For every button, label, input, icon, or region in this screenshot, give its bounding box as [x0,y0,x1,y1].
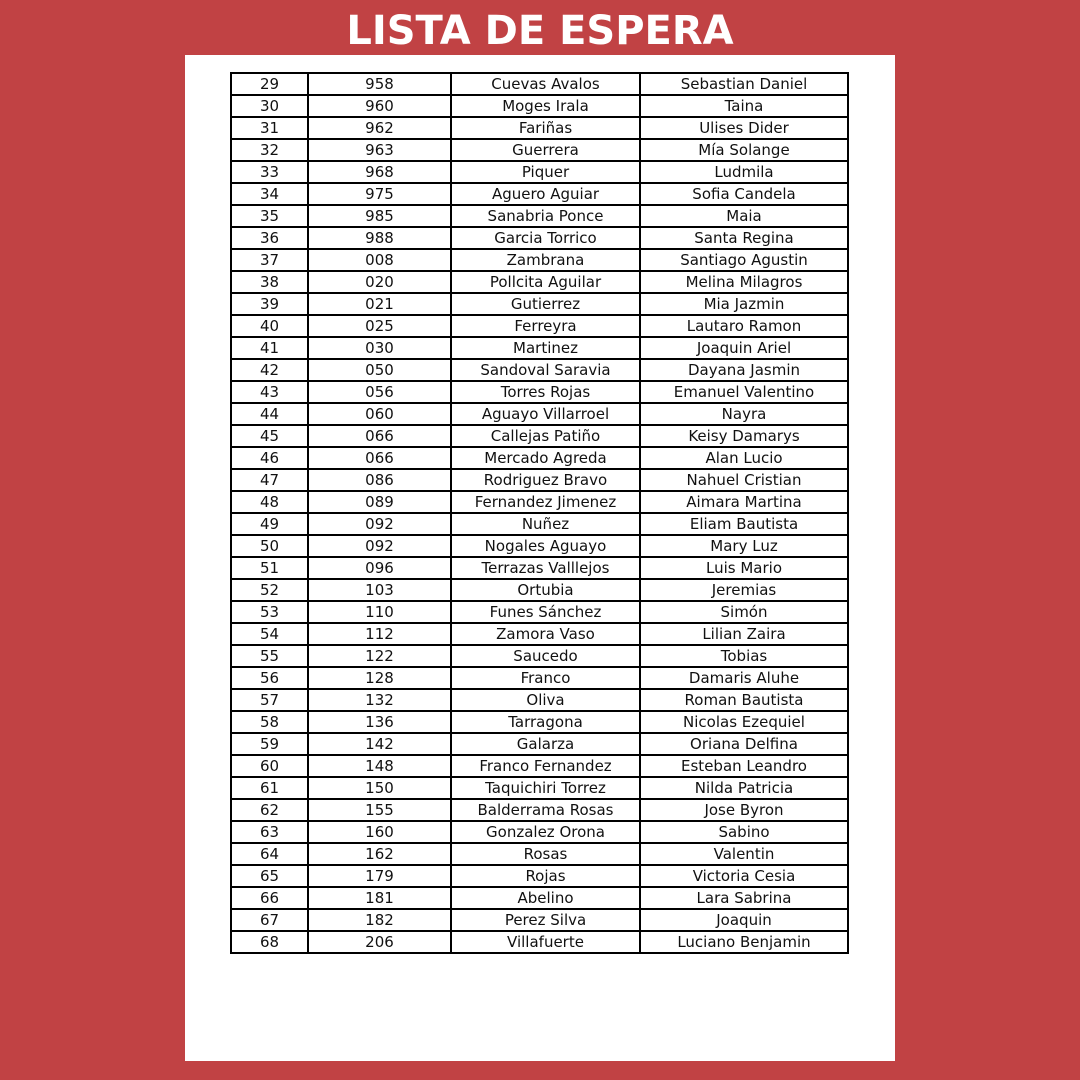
row-number-cell: 54 [231,623,308,645]
code-cell: 142 [308,733,451,755]
code-cell: 112 [308,623,451,645]
row-number-cell: 64 [231,843,308,865]
row-number-cell: 56 [231,667,308,689]
row-number-cell: 41 [231,337,308,359]
given-name-cell: Nayra [640,403,848,425]
given-name-cell: Sofia Candela [640,183,848,205]
given-name-cell: Alan Lucio [640,447,848,469]
table-row [231,909,848,931]
code-cell: 985 [308,205,451,227]
table-row [231,359,848,381]
given-name-cell: Ludmila [640,161,848,183]
row-number-cell: 42 [231,359,308,381]
row-number-cell: 38 [231,271,308,293]
code-cell: 179 [308,865,451,887]
code-cell: 128 [308,667,451,689]
given-name-cell: Sebastian Daniel [640,73,848,95]
surname-cell: Rojas [451,865,640,887]
surname-cell: Villafuerte [451,931,640,953]
given-name-cell: Eliam Bautista [640,513,848,535]
table-row [231,733,848,755]
row-number-cell: 34 [231,183,308,205]
table-row [231,623,848,645]
surname-cell: Sandoval Saravia [451,359,640,381]
surname-cell: Rosas [451,843,640,865]
given-name-cell: Emanuel Valentino [640,381,848,403]
given-name-cell: Tobias [640,645,848,667]
page-title: LISTA DE ESPERA [346,8,734,54]
surname-cell: Martinez [451,337,640,359]
row-number-cell: 33 [231,161,308,183]
row-number-cell: 44 [231,403,308,425]
given-name-cell: Dayana Jasmin [640,359,848,381]
surname-cell: Franco Fernandez [451,755,640,777]
table-row [231,513,848,535]
code-cell: 066 [308,425,451,447]
code-cell: 136 [308,711,451,733]
table-row [231,205,848,227]
given-name-cell: Jose Byron [640,799,848,821]
row-number-cell: 37 [231,249,308,271]
code-cell: 181 [308,887,451,909]
code-cell: 122 [308,645,451,667]
table-row [231,447,848,469]
code-cell: 021 [308,293,451,315]
surname-cell: Aguayo Villarroel [451,403,640,425]
given-name-cell: Lautaro Ramon [640,315,848,337]
surname-cell: Ferreyra [451,315,640,337]
table-row [231,777,848,799]
row-number-cell: 67 [231,909,308,931]
given-name-cell: Ulises Dider [640,117,848,139]
surname-cell: Oliva [451,689,640,711]
table-row [231,755,848,777]
surname-cell: Rodriguez Bravo [451,469,640,491]
given-name-cell: Lara Sabrina [640,887,848,909]
table-row [231,535,848,557]
given-name-cell: Esteban Leandro [640,755,848,777]
table-row [231,821,848,843]
table-row [231,645,848,667]
row-number-cell: 62 [231,799,308,821]
code-cell: 066 [308,447,451,469]
given-name-cell: Damaris Aluhe [640,667,848,689]
surname-cell: Franco [451,667,640,689]
given-name-cell: Sabino [640,821,848,843]
surname-cell: Nogales Aguayo [451,535,640,557]
given-name-cell: Santiago Agustin [640,249,848,271]
surname-cell: Abelino [451,887,640,909]
given-name-cell: Nicolas Ezequiel [640,711,848,733]
surname-cell: Gutierrez [451,293,640,315]
table-row [231,865,848,887]
row-number-cell: 50 [231,535,308,557]
given-name-cell: Taina [640,95,848,117]
code-cell: 089 [308,491,451,513]
code-cell: 056 [308,381,451,403]
table-row [231,931,848,953]
waiting-list-table [230,72,849,954]
row-number-cell: 63 [231,821,308,843]
code-cell: 050 [308,359,451,381]
code-cell: 962 [308,117,451,139]
given-name-cell: Simón [640,601,848,623]
surname-cell: Saucedo [451,645,640,667]
table-row [231,139,848,161]
code-cell: 148 [308,755,451,777]
given-name-cell: Keisy Damarys [640,425,848,447]
surname-cell: Pollcita Aguilar [451,271,640,293]
table-row [231,557,848,579]
code-cell: 008 [308,249,451,271]
given-name-cell: Joaquin Ariel [640,337,848,359]
given-name-cell: Oriana Delfina [640,733,848,755]
code-cell: 132 [308,689,451,711]
table-row [231,161,848,183]
table-row [231,183,848,205]
code-cell: 092 [308,535,451,557]
surname-cell: Callejas Patiño [451,425,640,447]
table-row [231,799,848,821]
row-number-cell: 36 [231,227,308,249]
given-name-cell: Roman Bautista [640,689,848,711]
row-number-cell: 32 [231,139,308,161]
surname-cell: Nuñez [451,513,640,535]
given-name-cell: Mía Solange [640,139,848,161]
row-number-cell: 43 [231,381,308,403]
table-row [231,579,848,601]
row-number-cell: 52 [231,579,308,601]
row-number-cell: 29 [231,73,308,95]
table-row [231,667,848,689]
code-cell: 103 [308,579,451,601]
row-number-cell: 55 [231,645,308,667]
code-cell: 975 [308,183,451,205]
row-number-cell: 30 [231,95,308,117]
code-cell: 150 [308,777,451,799]
table-row [231,95,848,117]
code-cell: 988 [308,227,451,249]
given-name-cell: Aimara Martina [640,491,848,513]
given-name-cell: Jeremias [640,579,848,601]
surname-cell: Funes Sánchez [451,601,640,623]
surname-cell: Zambrana [451,249,640,271]
code-cell: 020 [308,271,451,293]
row-number-cell: 45 [231,425,308,447]
surname-cell: Piquer [451,161,640,183]
code-cell: 960 [308,95,451,117]
row-number-cell: 57 [231,689,308,711]
surname-cell: Tarragona [451,711,640,733]
given-name-cell: Valentin [640,843,848,865]
given-name-cell: Mary Luz [640,535,848,557]
row-number-cell: 40 [231,315,308,337]
table-row [231,887,848,909]
row-number-cell: 47 [231,469,308,491]
given-name-cell: Joaquin [640,909,848,931]
surname-cell: Fariñas [451,117,640,139]
table-row [231,601,848,623]
table-row [231,315,848,337]
code-cell: 110 [308,601,451,623]
surname-cell: Perez Silva [451,909,640,931]
table-row [231,689,848,711]
code-cell: 096 [308,557,451,579]
table-row [231,381,848,403]
given-name-cell: Mia Jazmin [640,293,848,315]
code-cell: 963 [308,139,451,161]
row-number-cell: 39 [231,293,308,315]
surname-cell: Moges Irala [451,95,640,117]
given-name-cell: Melina Milagros [640,271,848,293]
surname-cell: Garcia Torrico [451,227,640,249]
code-cell: 155 [308,799,451,821]
row-number-cell: 35 [231,205,308,227]
table-row [231,403,848,425]
list-sheet [185,55,895,1061]
given-name-cell: Luciano Benjamin [640,931,848,953]
surname-cell: Torres Rojas [451,381,640,403]
code-cell: 092 [308,513,451,535]
row-number-cell: 68 [231,931,308,953]
row-number-cell: 49 [231,513,308,535]
given-name-cell: Lilian Zaira [640,623,848,645]
given-name-cell: Luis Mario [640,557,848,579]
surname-cell: Sanabria Ponce [451,205,640,227]
row-number-cell: 51 [231,557,308,579]
given-name-cell: Maia [640,205,848,227]
code-cell: 182 [308,909,451,931]
row-number-cell: 48 [231,491,308,513]
surname-cell: Taquichiri Torrez [451,777,640,799]
table-row [231,337,848,359]
code-cell: 162 [308,843,451,865]
surname-cell: Ortubia [451,579,640,601]
surname-cell: Guerrera [451,139,640,161]
code-cell: 206 [308,931,451,953]
row-number-cell: 66 [231,887,308,909]
surname-cell: Cuevas Avalos [451,73,640,95]
waiting-list-body [231,73,848,953]
table-row [231,227,848,249]
table-row [231,711,848,733]
table-row [231,271,848,293]
surname-cell: Galarza [451,733,640,755]
given-name-cell: Santa Regina [640,227,848,249]
row-number-cell: 58 [231,711,308,733]
code-cell: 086 [308,469,451,491]
surname-cell: Gonzalez Orona [451,821,640,843]
surname-cell: Terrazas Valllejos [451,557,640,579]
surname-cell: Zamora Vaso [451,623,640,645]
row-number-cell: 31 [231,117,308,139]
table-row [231,843,848,865]
given-name-cell: Victoria Cesia [640,865,848,887]
row-number-cell: 65 [231,865,308,887]
code-cell: 025 [308,315,451,337]
surname-cell: Fernandez Jimenez [451,491,640,513]
surname-cell: Aguero Aguiar [451,183,640,205]
table-row [231,117,848,139]
row-number-cell: 59 [231,733,308,755]
row-number-cell: 46 [231,447,308,469]
table-row [231,293,848,315]
row-number-cell: 61 [231,777,308,799]
table-row [231,491,848,513]
code-cell: 060 [308,403,451,425]
table-row [231,73,848,95]
table-row [231,249,848,271]
table-row [231,469,848,491]
code-cell: 968 [308,161,451,183]
surname-cell: Mercado Agreda [451,447,640,469]
code-cell: 030 [308,337,451,359]
given-name-cell: Nilda Patricia [640,777,848,799]
code-cell: 958 [308,73,451,95]
row-number-cell: 53 [231,601,308,623]
table-row [231,425,848,447]
surname-cell: Balderrama Rosas [451,799,640,821]
code-cell: 160 [308,821,451,843]
row-number-cell: 60 [231,755,308,777]
given-name-cell: Nahuel Cristian [640,469,848,491]
